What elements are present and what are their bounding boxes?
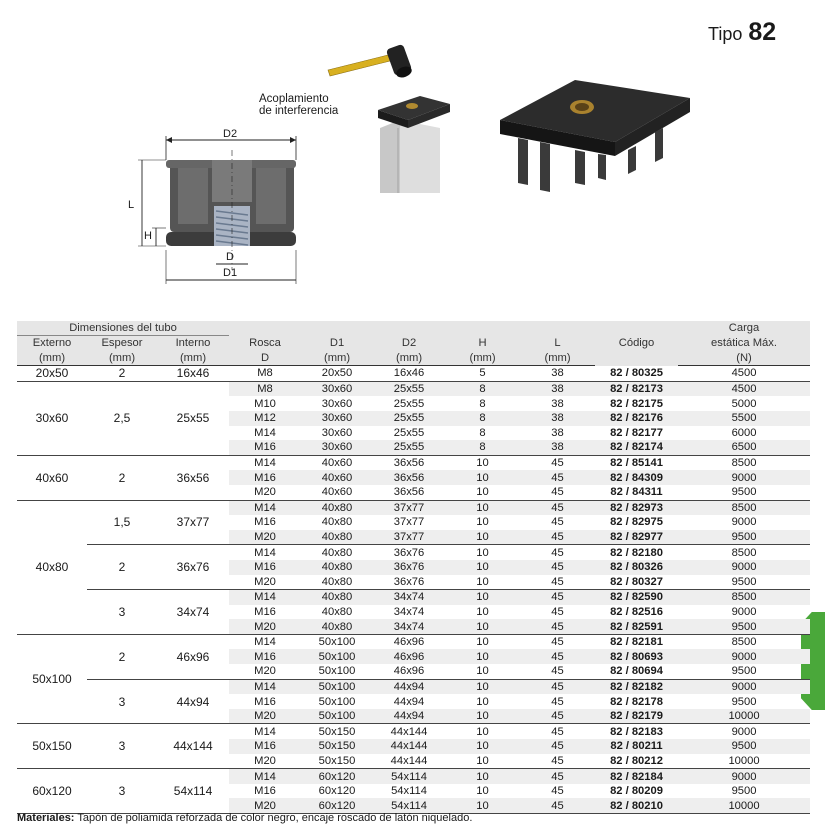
d2-cell: 36x56 <box>373 470 445 485</box>
table-row <box>17 500 810 515</box>
codigo-cell: 82 / 80212 <box>610 754 663 767</box>
l-cell: 38 <box>551 426 564 439</box>
carga-cell: 6500 <box>678 440 810 455</box>
dim-label-d1: D1 <box>223 267 238 279</box>
interno-cell: 44x144 <box>157 724 229 769</box>
espesor-cell: 2 <box>87 545 157 590</box>
d2-cell: 44x94 <box>393 695 425 708</box>
externo-cell: 40x60 <box>17 455 87 500</box>
interno-cell: 36x56 <box>157 455 229 500</box>
h-cell: 10 <box>445 619 520 634</box>
interno-header: Interno <box>157 336 229 351</box>
d1-cell: 50x100 <box>318 695 356 708</box>
table-row <box>17 545 810 560</box>
rosca-cell: M14 <box>229 545 301 560</box>
rosca-cell: M16 <box>229 440 301 455</box>
d2-cell: 25x55 <box>393 426 425 439</box>
h-cell: 10 <box>445 739 520 754</box>
d2-cell: 36x56 <box>373 455 445 470</box>
l-cell: 45 <box>551 695 564 708</box>
l-cell: 45 <box>520 649 595 664</box>
specs-table <box>17 321 810 814</box>
h-header: H <box>445 336 520 351</box>
externo-cell: 60x120 <box>17 769 87 814</box>
codigo-cell: 82 / 82182 <box>595 679 678 694</box>
table-row <box>17 590 810 605</box>
d1-cell: 50x100 <box>301 709 373 724</box>
rosca-cell: M20 <box>254 575 276 588</box>
rosca-cell: M16 <box>229 470 301 485</box>
codigo-cell: 82 / 82177 <box>610 426 663 439</box>
d1-cell: 40x80 <box>301 590 373 605</box>
carga-cell: 9500 <box>731 575 757 588</box>
h-cell: 10 <box>445 724 520 739</box>
d1-cell: 40x80 <box>301 530 373 545</box>
interno-cell: 54x114 <box>157 769 229 814</box>
d2-cell: 25x55 <box>373 411 445 426</box>
d1-cell: 40x80 <box>321 575 353 588</box>
carga-cell: 9500 <box>731 785 757 798</box>
l-cell: 45 <box>520 560 595 575</box>
rosca-cell: M16 <box>229 739 301 754</box>
h-cell: 10 <box>476 516 489 529</box>
d2-cell: 44x144 <box>390 754 428 767</box>
carga-cell: 8500 <box>678 545 810 560</box>
interno-cell: 25x55 <box>157 381 229 455</box>
l-cell: 45 <box>520 530 595 545</box>
l-cell: 45 <box>520 679 595 694</box>
d1-cell: 50x150 <box>301 739 373 754</box>
h-cell: 8 <box>445 381 520 396</box>
codigo-cell: 82 / 82590 <box>595 590 678 605</box>
externo-cell: 20x50 <box>17 366 87 382</box>
rosca-cell: M20 <box>254 665 276 678</box>
l-unit: (mm) <box>520 351 595 366</box>
h-cell: 10 <box>476 754 489 767</box>
d1-cell: 60x120 <box>301 769 373 784</box>
espesor-cell: 3 <box>87 590 157 635</box>
carga-cell: 5500 <box>678 411 810 426</box>
carga-cell: 10000 <box>728 754 760 767</box>
rosca-cell: M12 <box>229 411 301 426</box>
l-cell: 45 <box>520 739 595 754</box>
d2-cell: 36x76 <box>393 575 425 588</box>
h-cell: 10 <box>445 709 520 724</box>
carga-cell: 4500 <box>731 367 757 380</box>
end-cap-product-icon <box>500 80 690 192</box>
interference-fit-caption <box>259 93 338 117</box>
carga-cell: 9500 <box>731 665 757 678</box>
interno-cell: 44x94 <box>157 679 229 724</box>
h-cell: 10 <box>445 470 520 485</box>
d1-cell: 40x80 <box>301 545 373 560</box>
carga-cell: 9500 <box>731 695 757 708</box>
d1-cell: 40x80 <box>301 619 373 634</box>
codigo-cell: 82 / 82183 <box>595 724 678 739</box>
table-row <box>17 366 810 382</box>
cross-section-drawing <box>138 136 296 284</box>
rosca-cell: M20 <box>229 709 301 724</box>
carga-cell: 5000 <box>731 397 757 410</box>
d1-cell: 50x100 <box>301 679 373 694</box>
externo-cell: 30x60 <box>17 381 87 455</box>
codigo-cell: 82 / 82179 <box>595 709 678 724</box>
materials-note <box>17 812 472 824</box>
l-cell: 45 <box>520 634 595 649</box>
table-row <box>17 455 810 470</box>
carga-cell: 4500 <box>678 381 810 396</box>
d2-cell: 54x114 <box>373 798 445 813</box>
load-header-line1: Carga <box>678 321 810 336</box>
rosca-cell: M14 <box>229 724 301 739</box>
l-cell: 45 <box>520 619 595 634</box>
carga-cell: 10000 <box>678 709 810 724</box>
rosca-header: Rosca <box>229 336 301 351</box>
espesor-cell: 2,5 <box>87 381 157 455</box>
h-cell: 8 <box>479 397 486 410</box>
codigo-cell: 82 / 82176 <box>595 411 678 426</box>
externo-header: Externo <box>17 336 87 351</box>
table-row <box>17 724 810 739</box>
l-cell: 45 <box>520 500 595 515</box>
d2-unit: (mm) <box>373 351 445 366</box>
codigo-cell: 82 / 80209 <box>610 785 663 798</box>
d2-cell: 37x77 <box>393 516 425 529</box>
d1-cell: 40x60 <box>321 486 353 499</box>
rosca-cell: M16 <box>254 695 276 708</box>
d1-cell: 40x60 <box>301 470 373 485</box>
codigo-cell: 82 / 82180 <box>595 545 678 560</box>
h-cell: 8 <box>479 426 486 439</box>
rosca-cell: M20 <box>254 486 276 499</box>
d2-cell: 36x76 <box>373 560 445 575</box>
carga-cell: 9500 <box>731 486 757 499</box>
load-header-line2: estática Máx. <box>678 336 810 351</box>
codigo-cell: 82 / 82977 <box>595 530 678 545</box>
espesor-cell: 1,5 <box>87 500 157 545</box>
rosca-cell: M8 <box>229 381 301 396</box>
l-cell: 45 <box>551 575 564 588</box>
l-cell: 45 <box>551 665 564 678</box>
l-header: L <box>520 336 595 351</box>
codigo-cell: 82 / 82184 <box>595 769 678 784</box>
d1-cell: 40x80 <box>301 560 373 575</box>
rosca-cell: M16 <box>254 785 276 798</box>
codigo-cell: 82 / 84309 <box>595 470 678 485</box>
rosca-cell: M20 <box>229 619 301 634</box>
espesor-unit: (mm) <box>87 351 157 366</box>
interno-unit: (mm) <box>157 351 229 366</box>
h-cell: 10 <box>445 634 520 649</box>
d1-cell: 40x80 <box>321 516 353 529</box>
carga-cell: 9500 <box>678 739 810 754</box>
table-row <box>17 769 810 784</box>
l-cell: 45 <box>520 798 595 813</box>
d2-cell: 37x77 <box>373 530 445 545</box>
d1-cell: 50x150 <box>318 754 356 767</box>
d2-cell: 44x144 <box>373 724 445 739</box>
codigo-cell: 82 / 82516 <box>610 605 663 618</box>
espesor-cell: 3 <box>87 724 157 769</box>
dim-label-d2: D2 <box>223 128 238 140</box>
d2-cell: 36x76 <box>373 545 445 560</box>
l-cell: 45 <box>551 486 564 499</box>
l-cell: 45 <box>520 769 595 784</box>
codigo-cell: 82 / 80326 <box>595 560 678 575</box>
espesor-cell: 2 <box>87 366 157 382</box>
table-body <box>17 366 810 814</box>
h-cell: 10 <box>476 486 489 499</box>
d1-cell: 30x60 <box>321 426 353 439</box>
h-cell: 10 <box>445 500 520 515</box>
d2-cell: 34x74 <box>373 619 445 634</box>
codigo-cell: 82 / 82173 <box>595 381 678 396</box>
rosca-cell: M14 <box>229 634 301 649</box>
d2-cell: 25x55 <box>373 440 445 455</box>
d2-cell: 25x55 <box>373 381 445 396</box>
caption-line-2: de interferencia <box>259 105 339 117</box>
d2-cell: 25x55 <box>393 397 425 410</box>
rosca-cell: M14 <box>229 590 301 605</box>
carga-cell: 8500 <box>678 500 810 515</box>
d1-cell: 40x80 <box>301 500 373 515</box>
externo-unit: (mm) <box>17 351 87 366</box>
codigo-cell: 82 / 80211 <box>595 739 678 754</box>
rosca-cell: M14 <box>229 769 301 784</box>
interno-cell: 34x74 <box>157 590 229 635</box>
d2-cell: 54x114 <box>391 785 427 798</box>
rosca-cell: M14 <box>229 679 301 694</box>
h-cell: 10 <box>445 590 520 605</box>
l-cell: 45 <box>551 605 564 618</box>
l-cell: 45 <box>551 516 564 529</box>
carga-cell: 8500 <box>678 634 810 649</box>
codigo-cell: 82 / 82181 <box>595 634 678 649</box>
d2-header: D2 <box>373 336 445 351</box>
h-cell: 10 <box>476 575 489 588</box>
rosca-cell: M16 <box>254 605 276 618</box>
d2-cell: 34x74 <box>393 605 425 618</box>
type-number: 82 <box>748 18 777 46</box>
h-cell: 10 <box>445 530 520 545</box>
l-cell: 38 <box>551 367 564 380</box>
carga-cell: 9000 <box>678 560 810 575</box>
codigo-cell: 82 / 80325 <box>610 367 663 380</box>
externo-cell: 40x80 <box>17 500 87 634</box>
h-cell: 10 <box>445 679 520 694</box>
h-unit: (mm) <box>445 351 520 366</box>
table-row <box>17 381 810 396</box>
l-cell: 38 <box>551 397 564 410</box>
h-cell: 10 <box>476 785 489 798</box>
externo-cell: 50x100 <box>17 634 87 724</box>
h-cell: 10 <box>445 455 520 470</box>
l-cell: 38 <box>520 440 595 455</box>
materials-label: Materiales: <box>17 812 75 824</box>
interno-cell: 36x76 <box>157 545 229 590</box>
l-cell: 45 <box>551 785 564 798</box>
code-header: Código <box>595 321 678 366</box>
hammer-icon <box>328 44 413 80</box>
rosca-cell: M10 <box>254 397 276 410</box>
codigo-cell: 82 / 82174 <box>595 440 678 455</box>
carga-cell: 9000 <box>731 605 757 618</box>
d1-cell: 50x100 <box>301 634 373 649</box>
espesor-header: Espesor <box>87 336 157 351</box>
h-cell: 10 <box>445 560 520 575</box>
l-cell: 38 <box>520 411 595 426</box>
d1-unit: (mm) <box>301 351 373 366</box>
codigo-cell: 82 / 80693 <box>595 649 678 664</box>
espesor-cell: 2 <box>87 455 157 500</box>
carga-cell: 6000 <box>731 426 757 439</box>
d1-cell: 40x60 <box>301 455 373 470</box>
d2-cell: 44x144 <box>373 739 445 754</box>
h-cell: 10 <box>445 545 520 560</box>
espesor-cell: 2 <box>87 634 157 679</box>
codigo-cell: 82 / 85141 <box>595 455 678 470</box>
h-cell: 10 <box>445 649 520 664</box>
d2-cell: 44x94 <box>373 679 445 694</box>
codigo-cell: 82 / 82975 <box>610 516 663 529</box>
codigo-cell: 82 / 82591 <box>595 619 678 634</box>
dim-label-h: H <box>144 230 152 242</box>
rosca-cell: M16 <box>229 560 301 575</box>
rosca-cell: M20 <box>229 798 301 813</box>
carga-cell: 8500 <box>678 590 810 605</box>
codigo-cell: 82 / 80327 <box>610 575 663 588</box>
externo-cell: 50x150 <box>17 724 87 769</box>
h-cell: 8 <box>445 440 520 455</box>
l-cell: 45 <box>551 754 564 767</box>
table-row <box>17 679 810 694</box>
carga-cell: 9000 <box>678 769 810 784</box>
l-cell: 38 <box>520 381 595 396</box>
h-cell: 10 <box>445 769 520 784</box>
table-header <box>17 321 810 366</box>
codigo-cell: 82 / 80694 <box>610 665 663 678</box>
rosca-cell: M14 <box>254 426 276 439</box>
tube-dimensions-header: Dimensiones del tubo <box>17 321 229 336</box>
d1-cell: 30x60 <box>321 397 353 410</box>
d1-cell: 40x80 <box>321 605 353 618</box>
d2-cell: 46x96 <box>373 649 445 664</box>
d2-cell: 37x77 <box>373 500 445 515</box>
l-cell: 45 <box>520 470 595 485</box>
h-cell: 10 <box>445 798 520 813</box>
type-label: Tipo <box>708 24 743 44</box>
rosca-cell: M14 <box>229 455 301 470</box>
d1-cell: 30x60 <box>301 411 373 426</box>
codigo-cell: 82 / 82175 <box>610 397 663 410</box>
carga-cell: 9000 <box>678 724 810 739</box>
caption-line-1: Acoplamiento <box>259 93 329 105</box>
d2-cell: 44x94 <box>373 709 445 724</box>
rosca-cell: M8 <box>257 367 273 380</box>
d1-cell: 60x120 <box>318 785 356 798</box>
d2-cell: 34x74 <box>373 590 445 605</box>
tube-cap-icon <box>378 96 450 193</box>
carga-cell: 9000 <box>678 679 810 694</box>
d2-cell: 46x96 <box>373 634 445 649</box>
rosca-cell: M16 <box>229 649 301 664</box>
codigo-cell: 82 / 80210 <box>595 798 678 813</box>
carga-cell: 9500 <box>678 530 810 545</box>
espesor-cell: 3 <box>87 769 157 814</box>
l-cell: 45 <box>520 724 595 739</box>
interno-cell: 46x96 <box>157 634 229 679</box>
materials-text: Tapón de poliamida reforzada de color negro, encaje roscado de latón niquelado. <box>74 812 473 824</box>
carga-cell: 10000 <box>678 798 810 813</box>
codigo-cell: 82 / 84311 <box>610 486 663 499</box>
d1-cell: 50x150 <box>301 724 373 739</box>
l-cell: 45 <box>520 455 595 470</box>
d2-cell: 54x114 <box>373 769 445 784</box>
carga-cell: 8500 <box>678 455 810 470</box>
rosca-cell: M16 <box>254 516 276 529</box>
h-cell: 10 <box>476 695 489 708</box>
h-cell: 8 <box>445 411 520 426</box>
rosca-unit: D <box>229 351 301 366</box>
carga-cell: 9000 <box>678 470 810 485</box>
table-row <box>17 634 810 649</box>
espesor-cell: 3 <box>87 679 157 724</box>
rosca-cell: M14 <box>229 500 301 515</box>
codigo-cell: 82 / 82973 <box>595 500 678 515</box>
h-cell: 10 <box>476 605 489 618</box>
carga-cell: 9500 <box>678 619 810 634</box>
dim-label-d: D <box>226 251 234 263</box>
h-cell: 10 <box>476 665 489 678</box>
load-unit: (N) <box>678 351 810 366</box>
codigo-cell: 82 / 82178 <box>610 695 663 708</box>
interno-cell: 16x46 <box>157 366 229 382</box>
d1-cell: 30x60 <box>301 440 373 455</box>
d1-header: D1 <box>301 336 373 351</box>
d1-cell: 30x60 <box>301 381 373 396</box>
l-cell: 45 <box>520 590 595 605</box>
d2-cell: 36x56 <box>393 486 425 499</box>
rosca-cell: M20 <box>229 530 301 545</box>
d1-cell: 20x50 <box>321 367 353 380</box>
carga-cell: 9000 <box>731 516 757 529</box>
l-cell: 45 <box>520 709 595 724</box>
d2-cell: 46x96 <box>393 665 425 678</box>
product-illustrations <box>0 0 825 300</box>
d1-cell: 50x100 <box>301 649 373 664</box>
d1-cell: 60x120 <box>301 798 373 813</box>
rosca-cell: M20 <box>254 754 276 767</box>
d2-cell: 16x46 <box>393 367 425 380</box>
h-cell: 5 <box>479 367 486 380</box>
dim-label-l: L <box>128 199 135 211</box>
d1-cell: 50x100 <box>318 665 356 678</box>
l-cell: 45 <box>520 545 595 560</box>
carga-cell: 9000 <box>678 649 810 664</box>
interno-cell: 37x77 <box>157 500 229 545</box>
